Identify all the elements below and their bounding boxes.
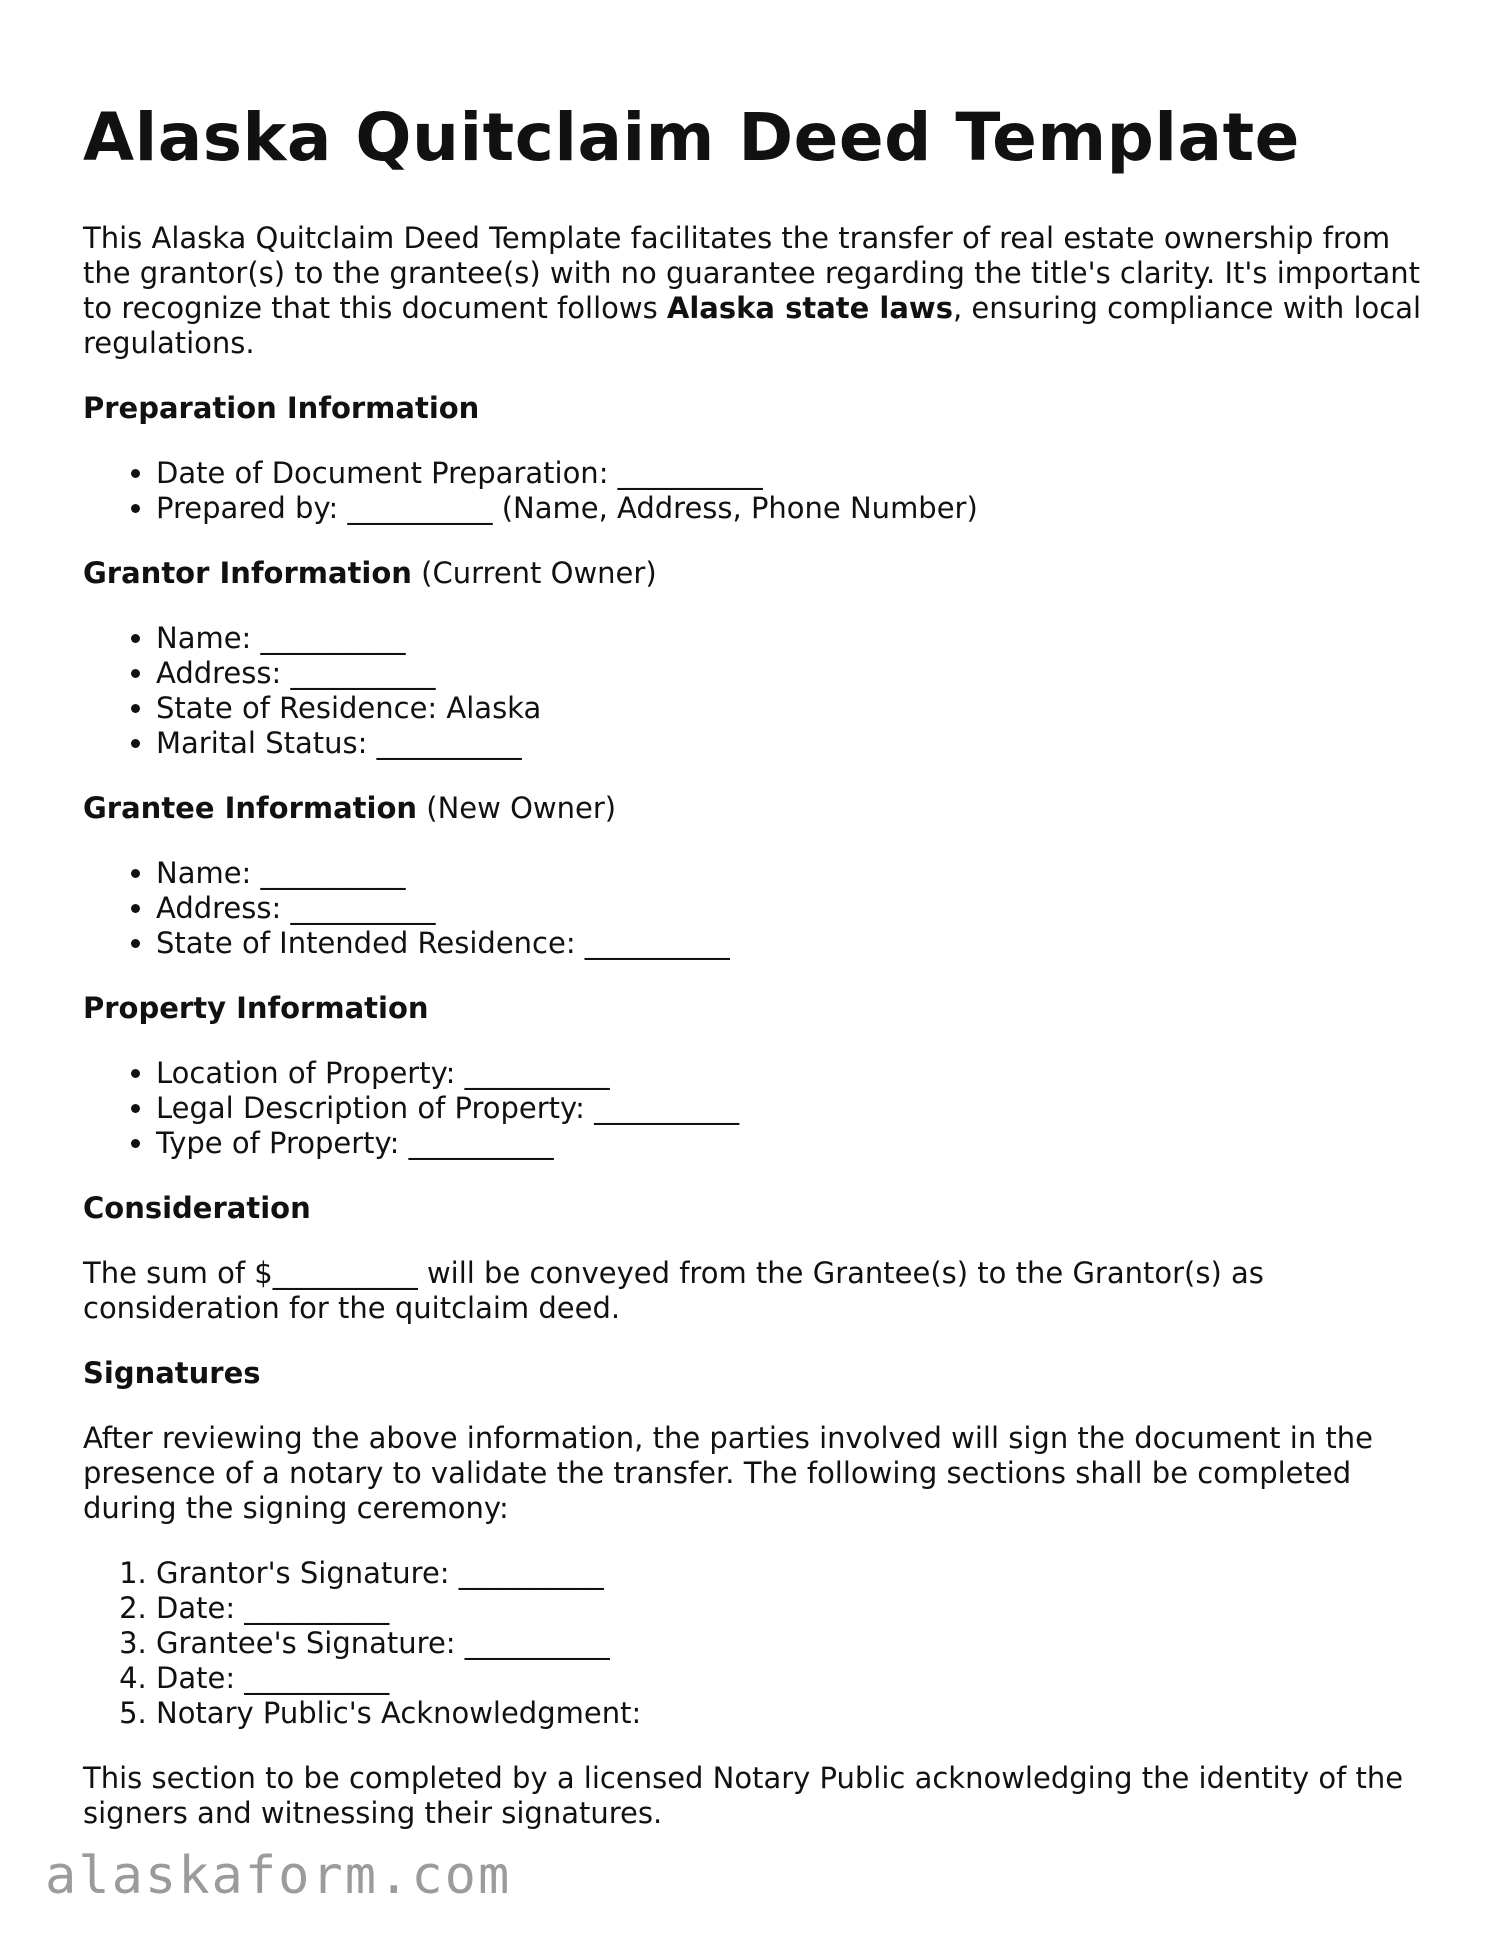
list-item: • Prepared by: __________ (Name, Address, Phone Number) xyxy=(156,491,1423,526)
list-item: • Type of Property: __________ xyxy=(156,1126,1423,1161)
list-item: • Address: __________ xyxy=(156,891,1423,926)
list-item: • Address: __________ xyxy=(156,656,1423,691)
list-item: 3. Grantee's Signature: __________ xyxy=(156,1626,1423,1661)
list-item: • State of Residence: Alaska xyxy=(156,691,1423,726)
intro-paragraph xyxy=(83,221,1423,361)
consideration-text: The sum of $__________ will be conveyed from the Grantee(s) to the Grantor(s) as consideration for the quitclaim deed. xyxy=(83,1256,1264,1326)
list-item: • State of Intended Residence: __________ xyxy=(156,926,1423,961)
list-item: • Marital Status: __________ xyxy=(156,726,1423,761)
grantee-list xyxy=(83,856,1423,961)
grantor-list xyxy=(83,621,1423,761)
signatures-list xyxy=(83,1556,1423,1731)
property-list xyxy=(83,1056,1423,1161)
signatures-heading: Signatures xyxy=(83,1356,261,1391)
list-item: • Legal Description of Property: __________ xyxy=(156,1091,1423,1126)
preparation-list xyxy=(83,456,1423,526)
watermark: alaskaform.com xyxy=(45,1846,512,1906)
list-item: 1. Grantor's Signature: __________ xyxy=(156,1556,1423,1591)
list-item: 2. Date: __________ xyxy=(156,1591,1423,1626)
page-title: Alaska Quitclaim Deed Template xyxy=(83,99,1300,176)
list-item: • Date of Document Preparation: __________ xyxy=(156,456,1423,491)
grantee-heading: Grantee Information (New Owner) xyxy=(83,791,617,826)
list-item: 4. Date: __________ xyxy=(156,1661,1423,1696)
property-heading: Property Information xyxy=(83,991,429,1026)
notary-text: This section to be completed by a licensed Notary Public acknowledging the identity of the signers and witnessing their signatures. xyxy=(83,1761,1404,1831)
list-item: 5. Notary Public's Acknowledgment: xyxy=(156,1696,1423,1731)
consideration-heading: Consideration xyxy=(83,1191,311,1226)
intro-text-2: , ensuring compliance with local regulations. xyxy=(83,291,1422,361)
intro-text-1: This Alaska Quitclaim Deed Template facilitates the transfer of real estate ownership from the grantor(s) to the grantee(s) with no guarantee regarding the title's clarity. It's important to recognize that this document follows xyxy=(83,221,1420,326)
grantor-heading: Grantor Information (Current Owner) xyxy=(83,556,657,591)
list-item: • Name: __________ xyxy=(156,856,1423,891)
list-item: • Name: __________ xyxy=(156,621,1423,656)
intro-bold-text: Alaska state laws xyxy=(666,291,953,326)
document-page xyxy=(83,98,1423,1861)
preparation-heading: Preparation Information xyxy=(83,391,480,426)
list-item: • Location of Property: __________ xyxy=(156,1056,1423,1091)
signatures-text: After reviewing the above information, the parties involved will sign the document in the presence of a notary to validate the transfer. The following sections shall be completed during the signing ceremony: xyxy=(83,1421,1374,1526)
